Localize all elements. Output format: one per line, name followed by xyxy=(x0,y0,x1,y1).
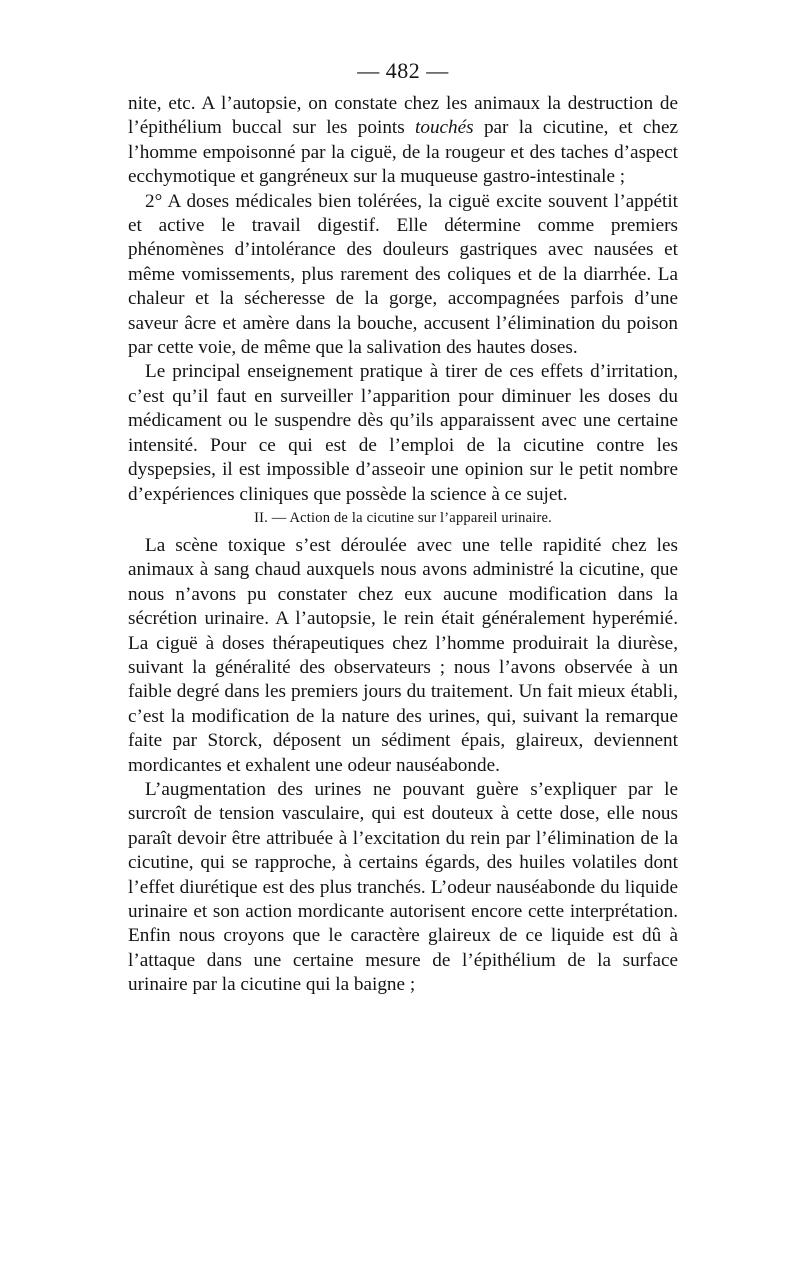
book-page xyxy=(128,56,678,998)
paragraph-teaching: Le principal enseignement pratique à tirer de ces effets d’irritation, c’est qu’il faut en surveiller l’apparition pour diminuer les doses du médicament ou le suspendre dès qu’ils apparaissent avec une certaine intensité. Pour ce qui est de l’emploi de la cicutine contre les dyspepsies, il est impossible d’asseoir une opinion sur le petit nombre d’expériences cliniques que possède la science à ce sujet. xyxy=(128,361,678,505)
text-run: nite, etc. A l’autopsie, on constate chez les animaux la destruction de l’épithélium buccal sur les points xyxy=(128,93,678,139)
emphasis-touches: touchés xyxy=(415,117,474,139)
paragraph-medical-doses: 2° A doses médicales bien tolérées, la ciguë excite souvent l’appétit et active le travail digestif. Elle détermine comme premiers phénomènes d’intolérance des douleurs gastriques avec nausées et même vomissements, plus rarement des coliques et de la diarrhée. La chaleur et la sécheresse de la gorge, accompagnées parfois d’une saveur âcre et amère dans la bouche, accusent l’élimination du poison par cette voie, de même que la salivation des hautes doses. xyxy=(128,190,678,359)
paragraph-toxic-scene: La scène toxique s’est déroulée avec une telle rapidité chez les animaux à sang chaud auxquels nous avons administré la cicutine, que nous n’avons pu constater chez eux aucune modification dans la sécrétion urinaire. A l’autopsie, le rein était généralement hyperémié. La ciguë à doses thérapeutiques chez l’homme produirait la diurèse, suivant la généralité des observateurs ; nous l’avons observée à un faible degré dans les premiers jours du traitement. Un fait mieux établi, c’est la modification de la nature des urines, qui, suivant la remarque faite par Storck, déposent un sédiment épais, glaireux, deviennent mordicantes et exhalent une odeur nauséabonde. xyxy=(128,534,678,776)
text-run: par la cicutine, et chez l’homme empoisonné par la ciguë, de la rougeur et des taches d’aspect ecchymotique et gangréneux sur la muqueuse gastro-intestinale ; xyxy=(128,117,678,188)
paragraph-autopsy xyxy=(128,92,678,190)
page-number: — 482 — xyxy=(357,58,449,83)
section-heading: II. — Action de la cicutine sur l’appareil urinaire. xyxy=(254,509,552,526)
paragraph-urine-increase: L’augmentation des urines ne pouvant guère s’expliquer par le surcroît de tension vasculaire, qui est douteux à cette dose, elle nous paraît devoir être attribuée à l’excitation du rein par l’élimination de la cicutine, qui se rapproche, à certains égards, des huiles volatiles dont l’effet diurétique est des plus tranchés. L’odeur nauséabonde du liquide urinaire et son action mordicante autorisent encore cette interprétation. Enfin nous croyons que le caractère glaireux de ce liquide est dû à l’attaque dans une certaine mesure de l’épithélium de la surface urinaire par la cicutine qui la baigne ; xyxy=(128,778,678,996)
